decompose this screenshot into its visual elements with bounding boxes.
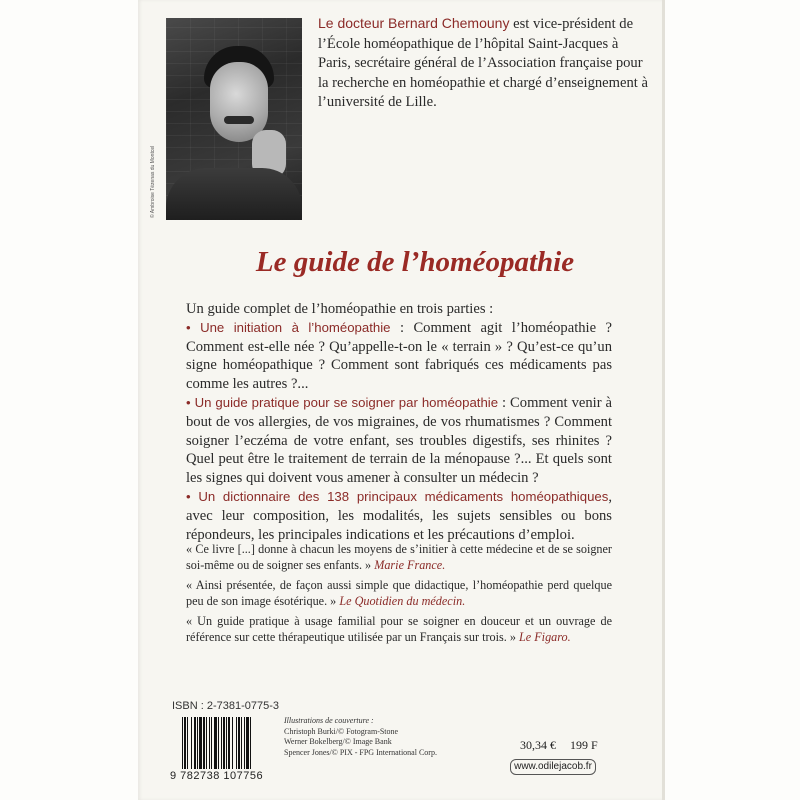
quote-text: « Ce livre [...] donne à chacun les moyens de s’initier à cette médecine et de se soigner soi-même ou de soigner ses enfants. »: [186, 542, 612, 573]
description-part-3: [172, 488, 612, 544]
quote-source: Le Figaro.: [519, 630, 571, 645]
barcode-digits: 9 782738 107756: [170, 770, 264, 782]
press-quote: [172, 577, 612, 610]
part-1-heading: Une initiation à l’homéopathie: [200, 319, 391, 335]
publisher-website: www.odilejacob.fr: [510, 759, 596, 775]
cover-edge: [662, 0, 665, 800]
price: [520, 738, 598, 753]
isbn: ISBN : 2-7381-0775-3: [172, 700, 280, 712]
illustration-credit-line: Christoph Burki/© Fotogram-Stone: [284, 726, 399, 736]
quote-source: Le Quotidien du médecin.: [339, 594, 466, 609]
book-description: [172, 300, 612, 544]
press-quote: [172, 613, 612, 646]
quote-text: « Ainsi présentée, de façon aussi simple que didactique, l’homéopathie perd quelque peu de son image ésotérique. »: [186, 577, 612, 609]
illustration-credits-heading: Illustrations de couverture :: [284, 716, 374, 725]
part-1-text: : Comment agit l’homéopathie ? Comment est-elle née ? Qu’appelle-t-on le « terrain » ? Qu’est-ce qu’un signe homéopathique ? Comment sont fabriqués ces médicaments pas comme les autres ?...: [186, 319, 613, 393]
cover-illustration-credits: [284, 716, 494, 758]
author-name: Le docteur Bernard Chemouny: [318, 15, 510, 31]
description-part-1: [172, 319, 612, 394]
part-3-bullet: •: [186, 488, 191, 504]
press-quote: [172, 541, 612, 574]
press-quotes: [172, 541, 612, 648]
price-euro: 30,34 €: [520, 738, 556, 752]
part-3-heading: Un dictionnaire des 138 principaux médicaments homéopathiques: [198, 488, 609, 504]
part-1-bullet: •: [186, 319, 191, 335]
part-2-heading: Un guide pratique pour se soigner par homéopathie: [194, 394, 499, 410]
description-intro: Un guide complet de l’homéopathie en trois parties :: [186, 301, 494, 317]
part-3-text: , avec leur composition, les modalités, les sujets sensibles ou bons répondeurs, les principales indications et les précautions d’emploi.: [186, 488, 612, 543]
part-2-bullet: •: [186, 394, 191, 410]
barcode-bars: [182, 717, 276, 769]
book-title: Le guide de l’homéopathie: [255, 246, 575, 278]
barcode: [170, 717, 278, 785]
author-bio: [318, 14, 648, 113]
illustration-credit-line: Werner Bokelberg/© Image Bank: [284, 737, 392, 747]
description-part-2: [172, 394, 612, 488]
quote-text: « Un guide pratique à usage familial pour se soigner en douceur et un ouvrage de référence sur cette thérapeutique utilisée par un Français sur trois. »: [186, 613, 612, 645]
price-franc: 199 F: [570, 738, 598, 752]
author-photo: [166, 18, 302, 220]
photo-credit: © Ambroise Tézenas du Montcel: [150, 145, 156, 218]
illustration-credit-line: Spencer Jones/© PIX - FPG International Corp.: [284, 747, 437, 757]
quote-source: Marie France.: [374, 558, 446, 573]
part-2-text: : Comment venir à bout de vos allergies, de vos migraines, de vos rhumatismes ? Comment soigner l’eczéma de votre enfant, ses troubles digestifs, ses rhinites ? Quel peut être le traitement de terrain de la ménopause ?... Et quels sont les signes qui doivent vous amener à consulter un médecin ?: [186, 394, 612, 487]
author-bio-text: est vice-président de l’École homéopathique de l’hôpital Saint-Jacques à Paris, secrétaire général de l’Association française pour la recherche en homéopathie et chargé d’enseignement à l’université de Lille.: [318, 16, 648, 111]
